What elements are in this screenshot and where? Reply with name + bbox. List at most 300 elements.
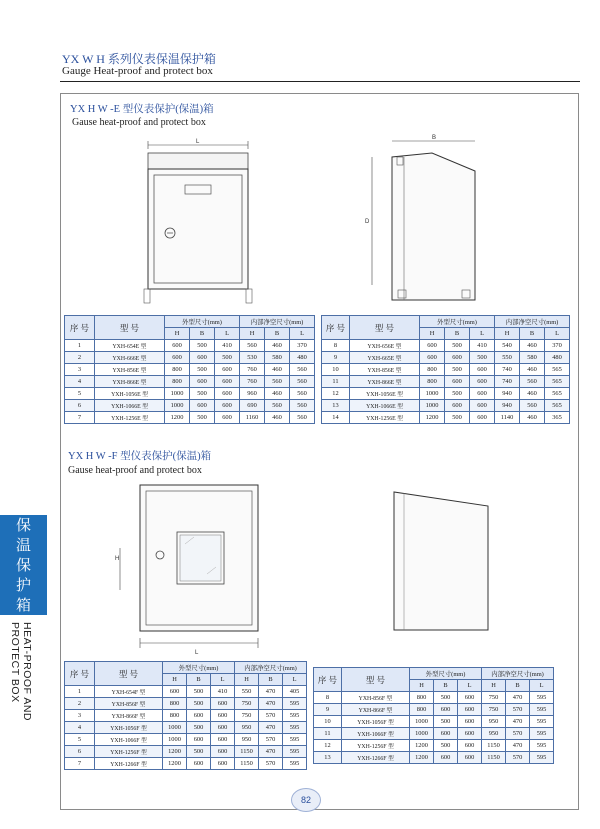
row-model: YXH-1056E 型: [350, 388, 420, 400]
row-seq: 7: [65, 758, 95, 770]
col-b: B: [445, 328, 470, 340]
col-h: H: [495, 328, 520, 340]
table-row: [65, 412, 315, 424]
row-value: 940: [495, 388, 520, 400]
row-model: YXH-866F 型: [95, 710, 163, 722]
row-value: 570: [259, 758, 283, 770]
f-type-side-drawing: [380, 480, 500, 650]
table-row: [65, 746, 307, 758]
row-value: 560: [290, 412, 315, 424]
col-h: H: [240, 328, 265, 340]
row-value: 500: [187, 686, 211, 698]
row-value: 600: [190, 376, 215, 388]
row-value: 800: [420, 364, 445, 376]
col-l: L: [283, 674, 307, 686]
row-value: 1150: [482, 740, 506, 752]
row-value: 600: [190, 352, 215, 364]
row-seq: 1: [65, 340, 95, 352]
row-value: 740: [495, 376, 520, 388]
row-value: 760: [240, 376, 265, 388]
table-row: [322, 352, 570, 364]
row-value: 600: [420, 352, 445, 364]
row-value: 560: [265, 376, 290, 388]
table-row: [322, 376, 570, 388]
table-row: [314, 704, 554, 716]
row-value: 1160: [240, 412, 265, 424]
row-value: 600: [211, 758, 235, 770]
row-value: 1140: [495, 412, 520, 424]
row-value: 500: [187, 698, 211, 710]
row-value: 600: [211, 698, 235, 710]
col-inner: 内部净空尺寸(mm): [495, 316, 570, 328]
row-value: 600: [434, 728, 458, 740]
row-seq: 3: [65, 364, 95, 376]
table-row: [65, 340, 315, 352]
row-value: 800: [410, 692, 434, 704]
e-type-front-drawing: [130, 135, 265, 315]
row-value: 560: [290, 388, 315, 400]
row-value: 600: [470, 376, 495, 388]
side-category-label: [0, 515, 47, 615]
row-value: 500: [434, 692, 458, 704]
row-value: 600: [458, 752, 482, 764]
col-l: L: [458, 680, 482, 692]
row-seq: 4: [65, 376, 95, 388]
row-seq: 9: [314, 704, 342, 716]
row-value: 595: [283, 734, 307, 746]
row-value: 370: [290, 340, 315, 352]
row-model: YXH-1256F 型: [95, 746, 163, 758]
row-value: 1200: [163, 746, 187, 758]
row-value: 600: [445, 376, 470, 388]
row-seq: 4: [65, 722, 95, 734]
row-value: 565: [545, 376, 570, 388]
row-value: 940: [495, 400, 520, 412]
row-seq: 2: [65, 352, 95, 364]
row-value: 800: [163, 698, 187, 710]
row-model: YXH-866F 型: [342, 704, 410, 716]
row-value: 470: [506, 692, 530, 704]
page-subtitle: Gauge Heat-proof and protect box: [62, 65, 213, 77]
row-value: 470: [506, 740, 530, 752]
f-front-dim-h: H: [115, 556, 120, 562]
row-value: 500: [434, 740, 458, 752]
row-model: YXH-1056E 型: [95, 388, 165, 400]
row-value: 410: [215, 340, 240, 352]
row-value: 600: [470, 412, 495, 424]
row-value: 565: [545, 400, 570, 412]
e-type-table-right: [321, 315, 570, 424]
row-value: 470: [259, 698, 283, 710]
row-value: 1000: [420, 400, 445, 412]
row-value: 1200: [410, 752, 434, 764]
row-value: 500: [470, 352, 495, 364]
row-seq: 13: [314, 752, 342, 764]
table-row: [322, 388, 570, 400]
row-value: 600: [458, 740, 482, 752]
row-value: 500: [190, 412, 215, 424]
row-seq: 7: [65, 412, 95, 424]
row-value: 1000: [165, 400, 190, 412]
row-value: 595: [283, 698, 307, 710]
row-value: 600: [215, 364, 240, 376]
row-value: 565: [545, 388, 570, 400]
row-value: 600: [187, 710, 211, 722]
row-value: 570: [506, 752, 530, 764]
table-row: [65, 400, 315, 412]
table-row: [65, 698, 307, 710]
col-outer: 外型尺寸(mm): [163, 662, 235, 674]
col-model: 型 号: [95, 316, 165, 340]
row-seq: 9: [322, 352, 350, 364]
row-value: 600: [187, 734, 211, 746]
row-model: YXH-654F 型: [95, 686, 163, 698]
table-row: [65, 686, 307, 698]
table-row: [65, 758, 307, 770]
row-value: 470: [259, 686, 283, 698]
row-value: 570: [259, 710, 283, 722]
row-value: 460: [520, 388, 545, 400]
table-row: [322, 400, 570, 412]
col-h: H: [410, 680, 434, 692]
row-value: 560: [240, 340, 265, 352]
col-model: 型 号: [342, 668, 410, 692]
section-f-title: YX H W -F 型仪表保护(保温)箱: [68, 451, 212, 462]
row-seq: 5: [65, 388, 95, 400]
row-value: 595: [283, 758, 307, 770]
row-value: 595: [530, 716, 554, 728]
row-value: 760: [240, 364, 265, 376]
row-value: 600: [458, 692, 482, 704]
table-row: [65, 388, 315, 400]
row-seq: 8: [314, 692, 342, 704]
row-value: 600: [470, 364, 495, 376]
section-f-subtitle: Gause heat-proof and protect box: [68, 465, 202, 476]
row-value: 560: [520, 376, 545, 388]
row-model: YXH-1066E 型: [350, 400, 420, 412]
col-l: L: [545, 328, 570, 340]
e-type-table-left: [64, 315, 315, 424]
col-outer: 外型尺寸(mm): [420, 316, 495, 328]
row-value: 460: [265, 340, 290, 352]
row-value: 570: [506, 728, 530, 740]
row-value: 600: [215, 412, 240, 424]
row-value: 580: [520, 352, 545, 364]
row-value: 460: [520, 340, 545, 352]
row-value: 580: [265, 352, 290, 364]
row-model: YXH-866E 型: [350, 376, 420, 388]
col-b: B: [434, 680, 458, 692]
side-char: 保: [15, 516, 31, 534]
row-value: 950: [482, 716, 506, 728]
col-h: H: [235, 674, 259, 686]
table-row: [314, 740, 554, 752]
row-value: 800: [410, 704, 434, 716]
row-value: 560: [290, 376, 315, 388]
col-l: L: [211, 674, 235, 686]
row-value: 595: [530, 752, 554, 764]
table-row: [65, 722, 307, 734]
row-value: 460: [265, 388, 290, 400]
table-row: [65, 376, 315, 388]
row-value: 460: [265, 412, 290, 424]
row-value: 600: [211, 710, 235, 722]
col-seq: 序 号: [314, 668, 342, 692]
row-value: 550: [495, 352, 520, 364]
row-value: 550: [235, 686, 259, 698]
col-model: 型 号: [95, 662, 163, 686]
f-front-dim-l: L: [195, 650, 199, 656]
row-value: 530: [240, 352, 265, 364]
row-value: 800: [165, 364, 190, 376]
row-value: 750: [482, 692, 506, 704]
row-value: 950: [235, 734, 259, 746]
col-h: H: [163, 674, 187, 686]
table-row: [65, 364, 315, 376]
col-inner: 内部净空尺寸(mm): [240, 316, 315, 328]
row-model: YXH-856E 型: [350, 364, 420, 376]
col-b: B: [190, 328, 215, 340]
table-row: [314, 728, 554, 740]
row-value: 1000: [420, 388, 445, 400]
row-seq: 13: [322, 400, 350, 412]
col-h: H: [165, 328, 190, 340]
table-row: [322, 412, 570, 424]
row-value: 570: [506, 704, 530, 716]
col-seq: 序 号: [65, 662, 95, 686]
row-seq: 10: [314, 716, 342, 728]
row-value: 460: [520, 412, 545, 424]
row-value: 600: [458, 728, 482, 740]
row-model: YXH-1056F 型: [95, 722, 163, 734]
row-value: 740: [495, 364, 520, 376]
col-l: L: [290, 328, 315, 340]
col-model: 型 号: [350, 316, 420, 340]
row-value: 600: [458, 716, 482, 728]
row-seq: 6: [65, 400, 95, 412]
row-value: 480: [290, 352, 315, 364]
row-value: 595: [283, 722, 307, 734]
row-value: 600: [163, 686, 187, 698]
page-number: 82: [291, 788, 321, 812]
col-l: L: [530, 680, 554, 692]
f-type-front-drawing: [112, 482, 272, 660]
e-front-dim-l: L: [196, 139, 200, 145]
f-type-table-left: [64, 661, 307, 770]
row-model: YXH-654E 型: [95, 340, 165, 352]
row-seq: 12: [314, 740, 342, 752]
row-value: 750: [235, 710, 259, 722]
row-seq: 11: [314, 728, 342, 740]
row-model: YXH-1066E 型: [95, 400, 165, 412]
row-model: YXH-1256E 型: [95, 412, 165, 424]
row-value: 500: [445, 388, 470, 400]
row-value: 370: [545, 340, 570, 352]
row-value: 460: [520, 364, 545, 376]
row-seq: 2: [65, 698, 95, 710]
row-value: 600: [211, 746, 235, 758]
row-value: 600: [445, 400, 470, 412]
col-seq: 序 号: [322, 316, 350, 340]
row-value: 595: [530, 728, 554, 740]
row-value: 470: [259, 746, 283, 758]
row-value: 595: [530, 704, 554, 716]
row-seq: 8: [322, 340, 350, 352]
side-char: 保: [15, 556, 31, 574]
col-b: B: [187, 674, 211, 686]
row-seq: 11: [322, 376, 350, 388]
row-value: 1150: [235, 746, 259, 758]
row-value: 500: [445, 340, 470, 352]
col-h: H: [482, 680, 506, 692]
row-value: 600: [215, 376, 240, 388]
row-value: 565: [545, 364, 570, 376]
row-value: 800: [163, 710, 187, 722]
section-e-title: YX H W -E 型仪表保护(保温)箱: [70, 104, 214, 115]
row-value: 690: [240, 400, 265, 412]
row-value: 595: [530, 740, 554, 752]
row-value: 500: [215, 352, 240, 364]
row-value: 500: [445, 412, 470, 424]
row-value: 800: [420, 376, 445, 388]
row-value: 410: [470, 340, 495, 352]
row-value: 1000: [163, 734, 187, 746]
row-value: 500: [187, 746, 211, 758]
row-value: 1000: [163, 722, 187, 734]
row-model: YXH-856F 型: [342, 692, 410, 704]
row-value: 470: [259, 722, 283, 734]
col-b: B: [265, 328, 290, 340]
row-value: 600: [211, 722, 235, 734]
row-model: YXH-1266F 型: [342, 752, 410, 764]
row-model: YXH-1266F 型: [95, 758, 163, 770]
row-value: 600: [187, 758, 211, 770]
row-value: 500: [187, 722, 211, 734]
row-model: YXH-666E 型: [95, 352, 165, 364]
table-row: [314, 716, 554, 728]
row-seq: 6: [65, 746, 95, 758]
row-value: 500: [190, 388, 215, 400]
table-row: [322, 340, 570, 352]
col-outer: 外型尺寸(mm): [410, 668, 482, 680]
row-model: YXH-1066F 型: [342, 728, 410, 740]
row-value: 750: [235, 698, 259, 710]
row-value: 500: [190, 364, 215, 376]
col-inner: 内部净空尺寸(mm): [482, 668, 554, 680]
row-value: 595: [283, 746, 307, 758]
row-seq: 3: [65, 710, 95, 722]
row-model: YXH-656E 型: [350, 340, 420, 352]
row-value: 1200: [163, 758, 187, 770]
row-value: 560: [290, 364, 315, 376]
e-side-dim-d: D: [365, 219, 370, 225]
row-value: 1200: [410, 740, 434, 752]
row-value: 600: [434, 752, 458, 764]
row-model: YXH-856E 型: [95, 364, 165, 376]
row-model: YXH-856F 型: [95, 698, 163, 710]
row-value: 500: [190, 340, 215, 352]
row-value: 750: [482, 704, 506, 716]
row-model: YXH-1056F 型: [342, 716, 410, 728]
col-b: B: [259, 674, 283, 686]
row-value: 540: [495, 340, 520, 352]
table-row: [322, 364, 570, 376]
row-value: 560: [520, 400, 545, 412]
table-row: [65, 710, 307, 722]
table-row: [65, 734, 307, 746]
row-value: 595: [530, 692, 554, 704]
table-row: [65, 352, 315, 364]
row-value: 1000: [410, 728, 434, 740]
row-value: 600: [215, 400, 240, 412]
side-char: 箱: [15, 596, 31, 614]
row-model: YXH-1256F 型: [342, 740, 410, 752]
side-char: 护: [15, 576, 31, 594]
row-value: 460: [265, 364, 290, 376]
row-value: 950: [235, 722, 259, 734]
section-e-subtitle: Gause heat-proof and protect box: [72, 117, 206, 128]
row-value: 600: [165, 352, 190, 364]
row-model: YXH-665E 型: [350, 352, 420, 364]
row-value: 600: [211, 734, 235, 746]
row-value: 1150: [235, 758, 259, 770]
row-seq: 5: [65, 734, 95, 746]
row-value: 1200: [165, 412, 190, 424]
row-seq: 10: [322, 364, 350, 376]
row-seq: 1: [65, 686, 95, 698]
row-value: 1150: [482, 752, 506, 764]
row-value: 560: [290, 400, 315, 412]
row-value: 600: [458, 704, 482, 716]
row-value: 600: [215, 388, 240, 400]
row-value: 365: [545, 412, 570, 424]
row-model: YXH-1256E 型: [350, 412, 420, 424]
col-outer: 外型尺寸(mm): [165, 316, 240, 328]
row-value: 600: [165, 340, 190, 352]
table-row: [314, 752, 554, 764]
row-seq: 12: [322, 388, 350, 400]
row-model: YXH-866E 型: [95, 376, 165, 388]
row-value: 600: [445, 352, 470, 364]
row-value: 600: [470, 388, 495, 400]
row-value: 600: [434, 704, 458, 716]
row-value: 595: [283, 710, 307, 722]
row-value: 500: [434, 716, 458, 728]
row-seq: 14: [322, 412, 350, 424]
row-value: 500: [445, 364, 470, 376]
row-value: 600: [420, 340, 445, 352]
row-value: 600: [470, 400, 495, 412]
row-value: 960: [240, 388, 265, 400]
row-value: 1200: [420, 412, 445, 424]
row-value: 600: [190, 400, 215, 412]
col-inner: 内部净空尺寸(mm): [235, 662, 307, 674]
header-divider: [60, 81, 580, 82]
row-value: 410: [211, 686, 235, 698]
f-type-table-right: [313, 667, 554, 764]
row-value: 560: [265, 400, 290, 412]
row-model: YXH-1066F 型: [95, 734, 163, 746]
row-value: 470: [506, 716, 530, 728]
side-english-label: HEAT-PROOF AND PROTECT BOX: [9, 622, 33, 721]
row-value: 405: [283, 686, 307, 698]
row-value: 1000: [410, 716, 434, 728]
page-title: YX W H 系列仪表保温保护箱: [62, 52, 216, 66]
row-value: 1000: [165, 388, 190, 400]
row-value: 570: [259, 734, 283, 746]
e-type-side-drawing: [360, 135, 490, 310]
col-b: B: [506, 680, 530, 692]
